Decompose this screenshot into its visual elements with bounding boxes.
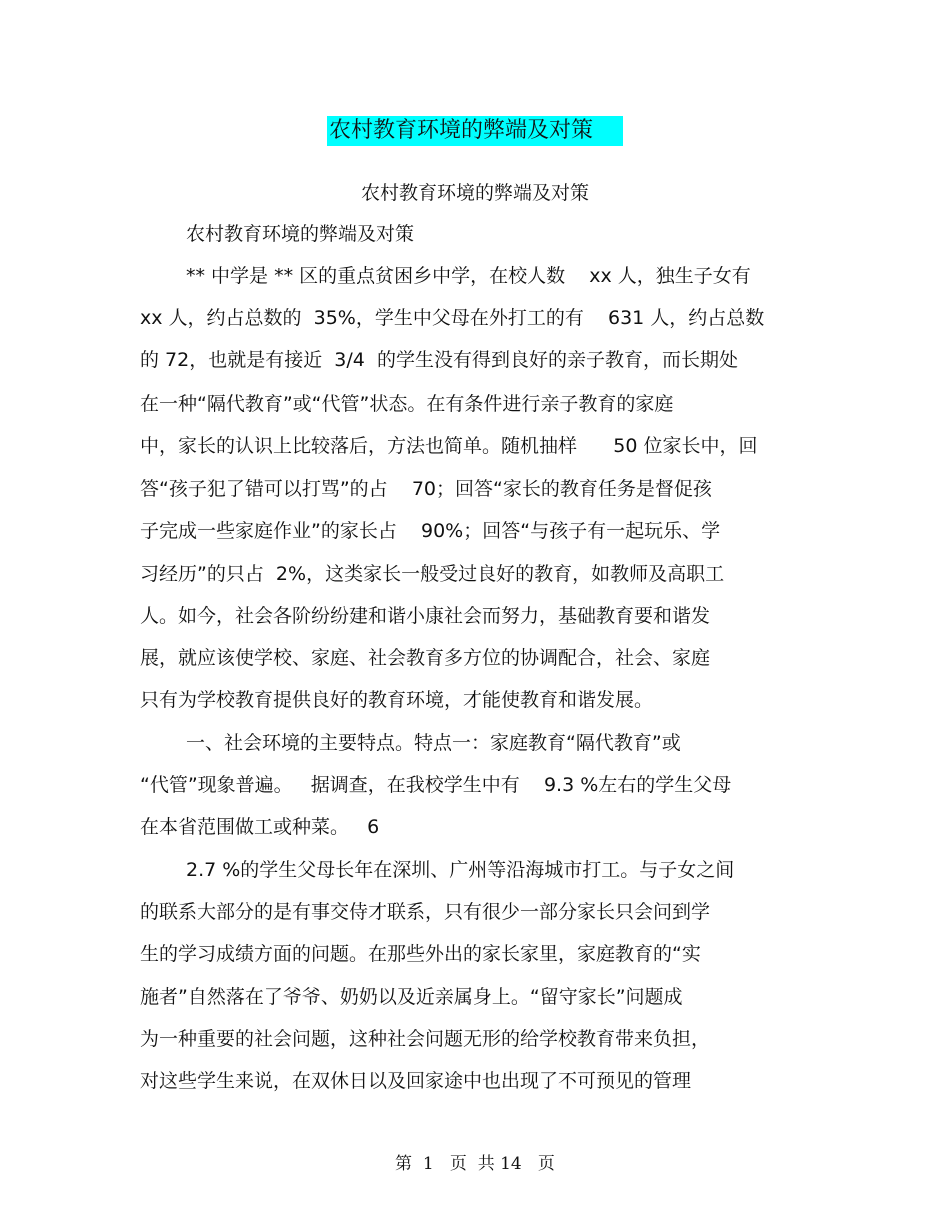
title-wrap xyxy=(0,116,950,146)
body-heading: 农村教育环境的弊端及对策 xyxy=(186,223,415,245)
paragraph-line: 在一种“隔代教育”或“代管”状态。在有条件进行亲子教育的家庭 xyxy=(140,393,674,415)
page-footer: 第 1 页 共 14 页 xyxy=(395,1154,555,1174)
paragraph-line: 2.7 %的学生父母长年在深圳、广州等沿海城市打工。与子女之间 xyxy=(186,859,735,881)
paragraph-line: 只有为学校教育提供良好的教育环境，才能使教育和谐发展。 xyxy=(140,689,654,711)
paragraph-line: 习经历”的只占 2%，这类家长一般受过良好的教育，如教师及高职工 xyxy=(140,563,725,585)
document-title: 农村教育环境的弊端及对策 xyxy=(327,116,623,146)
paragraph-line: 为一种重要的社会问题，这种社会问题无形的给学校教育带来负担， xyxy=(140,1028,711,1050)
paragraph-line: 答“孩子犯了错可以打骂”的占 70；回答“家长的教育任务是督促孩 xyxy=(140,478,712,500)
paragraph-line: 展，就应该使学校、家庭、社会教育多方位的协调配合，社会、家庭 xyxy=(140,647,711,669)
paragraph-line: 对这些学生来说，在双休日以及回家途中也出现了不可预见的管理 xyxy=(140,1070,692,1092)
section-heading-line: 一、社会环境的主要特点。特点一：家庭教育“隔代教育”或 xyxy=(186,732,681,754)
paragraph-line: ** 中学是 ** 区的重点贫困乡中学，在校人数 xx 人，独生子女有 xyxy=(186,265,751,287)
document-subtitle: 农村教育环境的弊端及对策 xyxy=(360,182,589,204)
paragraph-line: 施者”自然落在了爷爷、奶奶以及近亲属身上。“留守家长”问题成 xyxy=(140,986,683,1008)
paragraph-line: 中，家长的认识上比较落后，方法也简单。随机抽样 50 位家长中，回 xyxy=(140,435,758,457)
paragraph-line: 在本省范围做工或种菜。 6 xyxy=(140,816,380,838)
paragraph-line: “代管”现象普遍。 据调查，在我校学生中有 9.3 %左右的学生父母 xyxy=(140,774,732,796)
paragraph-line: 的 72，也就是有接近 3/4 的学生没有得到良好的亲子教育，而长期处 xyxy=(140,349,738,371)
paragraph-line: 人。如今，社会各阶纷纷建和谐小康社会而努力，基础教育要和谐发 xyxy=(140,605,711,627)
paragraph-line: 生的学习成绩方面的问题。在那些外出的家长家里，家庭教育的“实 xyxy=(140,943,701,965)
paragraph-line: xx 人，约占总数的 35%，学生中父母在外打工的有 631 人，约占总数 xyxy=(140,307,765,329)
paragraph-line: 的联系大部分的是有事交侍才联系，只有很少一部分家长只会问到学 xyxy=(140,901,711,923)
paragraph-line: 子完成一些家庭作业”的家长占 90%；回答“与孩子有一起玩乐、学 xyxy=(140,520,721,542)
